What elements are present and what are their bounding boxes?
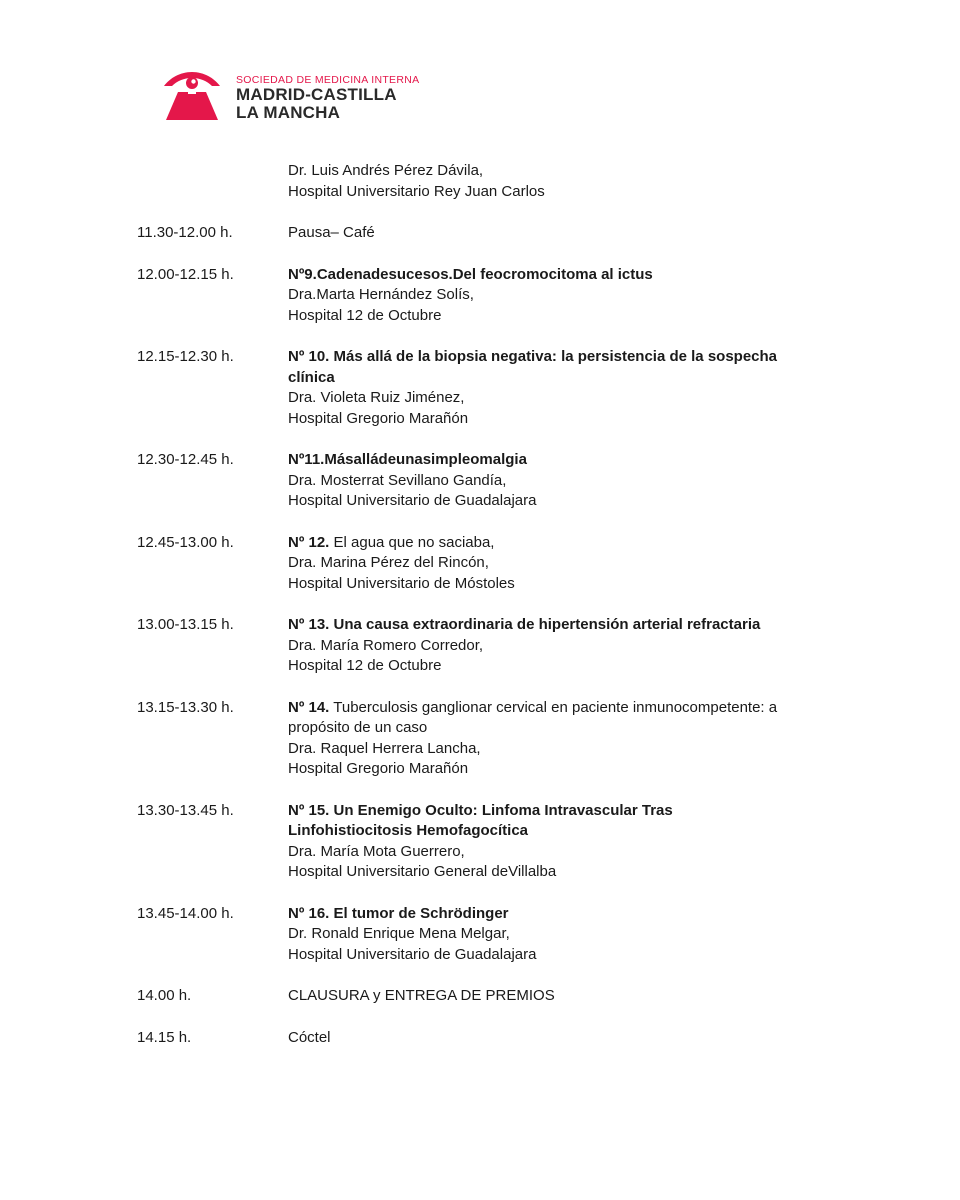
session-speaker: Dra. Mosterrat Sevillano Gandía,: [288, 471, 507, 489]
session-hospital: Hospital Universitario General deVillalba: [288, 863, 557, 880]
agenda-row-9: [137, 265, 827, 327]
session-title-line1: Nº 10. Más allá de la biopsia negativa: la persistencia de la sospecha: [288, 348, 778, 365]
session-speaker: Dr. Ronald Enrique Mena Melgar,: [288, 925, 510, 942]
session-time: 12.45-13.00 h.: [137, 533, 234, 551]
session-speaker: Dr. Luis Andrés Pérez Dávila,: [288, 162, 484, 179]
session-speaker: Dra. María Mota Guerrero,: [288, 842, 465, 860]
agenda-row-clausura: [137, 986, 827, 1007]
session-time: 14.15 h.: [137, 1028, 192, 1046]
session-time: 12.00-12.15 h.: [137, 265, 234, 283]
session-time: 13.00-13.15 h.: [137, 616, 234, 633]
session-title: Nº9.Cadenadesucesos.Del feocromocitoma al ictus: [288, 265, 653, 283]
session-text: CLAUSURA y ENTREGA DE PREMIOS: [288, 987, 555, 1004]
society-logo-icon: [162, 70, 222, 122]
session-hospital: Hospital Gregorio Marañón: [288, 409, 469, 427]
session-hospital: Hospital 12 de Octubre: [288, 657, 442, 674]
agenda-row-coctel: [137, 1028, 827, 1049]
agenda-row-13: [137, 615, 827, 677]
session-title-line1: Nº 15. Un Enemigo Oculto: Linfoma Intravascular Tras: [288, 801, 673, 819]
session-title: [288, 533, 827, 554]
session-text: Pausa– Café: [288, 224, 375, 241]
agenda-row-intro: [137, 161, 827, 202]
session-speaker: Dra. Raquel Herrera Lancha,: [288, 739, 481, 757]
session-speaker: Dra.Marta Hernández Solís,: [288, 286, 474, 303]
session-hospital: Hospital Universitario de Guadalajara: [288, 492, 537, 509]
session-hospital: Hospital Gregorio Marañón: [288, 760, 469, 777]
agenda-row-15: [137, 801, 827, 883]
logo-tagline: SOCIEDAD DE MEDICINA INTERNA: [236, 74, 420, 86]
session-time: [137, 161, 288, 202]
session-time: 13.15-13.30 h.: [137, 698, 234, 716]
session-title: Nº 16. El tumor de Schrödinger: [288, 904, 509, 922]
session-title: [288, 698, 827, 719]
session-hospital: Hospital Universitario Rey Juan Carlos: [288, 182, 545, 200]
session-time: 14.00 h.: [137, 987, 192, 1004]
session-title-line2: propósito de un caso: [288, 719, 428, 736]
session-number: Nº 12.: [288, 533, 330, 551]
session-speaker: Dra. María Romero Corredor,: [288, 636, 484, 654]
session-time: 12.15-12.30 h.: [137, 348, 234, 365]
session-hospital: Hospital 12 de Octubre: [288, 306, 442, 324]
logo-name-line2: LA MANCHA: [236, 103, 341, 122]
agenda-row-pausa: [137, 223, 827, 244]
session-speaker: Dra. Marina Pérez del Rincón,: [288, 554, 489, 571]
session-title-line2: Linfohistiocitosis Hemofagocítica: [288, 822, 529, 839]
session-title: Nº 13. Una causa extraordinaria de hipertensión arterial refractaria: [288, 616, 761, 633]
agenda-row-14: [137, 698, 827, 780]
session-title: Nº11.Másalládeunasimpleomalgia: [288, 451, 527, 468]
session-title-rest: El agua que no saciaba,: [329, 533, 495, 551]
session-title-rest: Tuberculosis ganglionar cervical en paciente inmunocompetente: a: [329, 698, 778, 716]
logo-name-line1: MADRID-CASTILLA: [236, 85, 397, 104]
session-time: 11.30-12.00 h.: [137, 224, 233, 241]
agenda: [137, 161, 827, 1069]
agenda-row-11: [137, 450, 827, 512]
session-time: 13.30-13.45 h.: [137, 801, 234, 819]
session-title-line2: clínica: [288, 368, 335, 386]
session-hospital: Hospital Universitario de Móstoles: [288, 574, 515, 592]
session-text: Cóctel: [288, 1028, 331, 1046]
session-time: 12.30-12.45 h.: [137, 451, 234, 468]
session-hospital: Hospital Universitario de Guadalajara: [288, 945, 537, 963]
agenda-row-16: [137, 904, 827, 966]
agenda-row-12: [137, 533, 827, 595]
session-time: 13.45-14.00 h.: [137, 904, 234, 922]
session-number: Nº 14.: [288, 698, 330, 716]
agenda-row-10: [137, 347, 827, 429]
session-speaker: Dra. Violeta Ruiz Jiménez,: [288, 389, 465, 406]
society-logo: [162, 70, 419, 122]
